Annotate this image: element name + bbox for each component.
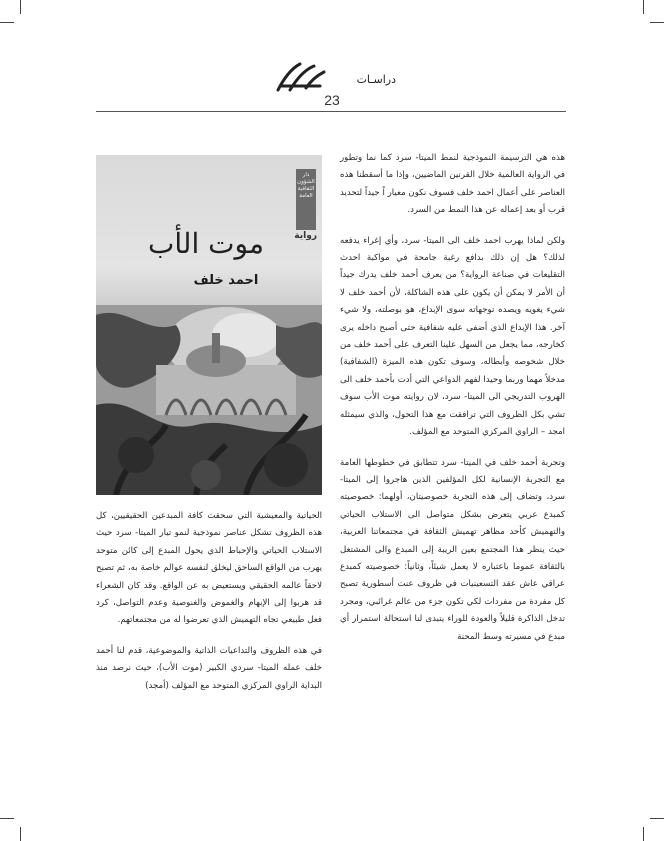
- paragraph: وتجربة أحمد خلف في الميتا- سرد تتطابق في خطوطها العامة مع التجربة الإنسانية لكل المؤلفين الذين هاجروا إلى الميتا- سرد، وتضاف إلى هذه التجربة خصوصيتان، أولهما: خصوصيته كمبدع عربي يتعرض بشكل متواصل الى الاستلاب الحياتي والتهميش كأحد مظاهر تهميش الثقافة في مجتمعاتنا العربية، حيث ينظر هذا المجتمع بعين الريبة إلى المبدع والى المشتغل بالثقافة عموما باعتباره لا يعمل شيئاً، وثانياً: خصوصيته كمبدع عراقي عاش عقد التسعينيات في ظروف عنت أسطورية تصبح كل مفردة من مفردات لكي تكون جزء من عالم غرائبي، ومجرد تدخل الذاكرة قليلاً والعودة للوراء يتبدى لنا استحالة استمرار أي مبدع في مسيرته وسط المحنة: [340, 457, 565, 642]
- book-cover-image: [96, 155, 322, 495]
- crop-mark: [643, 0, 644, 14]
- paragraph: ولكن لماذا يهرب احمد خلف الى الميتا- سرد، وأي إغراء يدفعه لذلك؟ هل إن ذلك بدافع رغبة جامحة في مواكبة احدث التقليعات في صناعة الرواية؟ من يعرف أحمد خلف يدرك جيداً أن الأمر لا يمكن أن يكون على هذه الشاكلة، لأن أحمد خلف لا شيء يغويه ويصده توجهاته سوى الإبداع، هو بوصلته، ولا شيء آخر. هذا الإبداع الذي أضفى عليه شفافية حتى أصبح داخله يرى كخارجه، مما يجعل من السهل علينا التعرف على أحمد خلف من خلال شخوصه وأبطاله، وسوف تكون هذه الميزة (الشفافية) مدخلاً مهما وربما وحيدا لفهم الدواعي التي أدت بأحمد خلف الى الهروب التدريجي الى الميتا- سرد، لان روايته موت الأب سوف تشي بكل الظروف التي ترافقت مع هذا التحول، والذي سيمثله امجد – الراوي المركزي المتوحد مع المؤلف.: [340, 235, 565, 438]
- header-divider: [96, 111, 566, 112]
- cover-genre: رواية: [294, 231, 317, 241]
- cover-artwork-icon: [96, 305, 322, 495]
- right-column: [340, 150, 565, 659]
- paragraph: الحياتية والمعيشية التي سحقت كافة المبدعين الحقيقيين، كل هذه الظروف تشكل عناصر نموذجية لنمو تيار الميتا- سرد حيث الاستلاب الحياتي والإحباط الذي يحول المبدع إلى كائن متوحد يهرب من الواقع الساحق ليخلق لنفسه عوالم خاصة به، ثم تصبح لاحقاً عالمه الحقيقي ويستعيض به عن الواقع. وقد كان الشعراء قد هربوا إلى الإبهام والغموض والغنوصية وعدم التواصل، كرد فعل طبيعي تجاه التهميش الذي تعرضوا له من مجتمعاتهم.: [96, 511, 322, 626]
- publisher-label: دار الشؤون الثقافية العامة: [296, 169, 316, 230]
- cover-author: احمد خلف: [193, 273, 259, 288]
- cover-title: موت الأب: [148, 227, 264, 260]
- crop-mark: [20, 827, 21, 841]
- crop-mark: [650, 22, 664, 23]
- crop-mark: [643, 827, 644, 841]
- paragraph: في هذه الظروف والتداعيات الذاتية والموضوعية، قدم لنا أحمد خلف عمله الميتا- سردي الكبير (موت الأب)، حيث نرصد منذ البداية الراوي المركزي المتوحد مع المؤلف (أمجد): [96, 645, 322, 691]
- crop-mark: [20, 0, 21, 14]
- crop-mark: [0, 818, 14, 819]
- crop-mark: [650, 818, 664, 819]
- calligraphy-logo-icon: [270, 60, 330, 94]
- left-column: [96, 508, 322, 708]
- paragraph: هذه هي الترسيمة النموذجية لنمط الميتا- سرد كما نما وتطور في الرواية العالمية خلال القرنين الماضيين، وإذا ما أسقطنا هذه العناصر على أعمال احمد خلف فسوف نكون معيار اً جيداً لتحديد قرب أو بعد إعماله عن هذا النمط من السرد.: [340, 153, 565, 216]
- page-number: 23: [324, 92, 340, 108]
- section-logo: [270, 60, 400, 94]
- section-label: دراسـات: [356, 73, 396, 86]
- crop-mark: [0, 22, 14, 23]
